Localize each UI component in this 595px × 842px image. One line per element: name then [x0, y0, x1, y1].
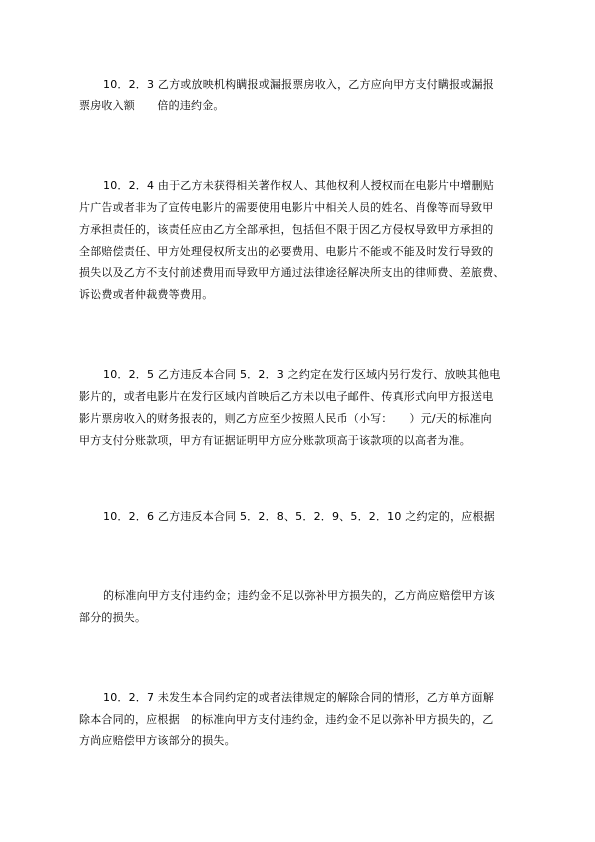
clause-10-2-4-line-3: 方承担责任的，该责任应由乙方全部承担，包括但不限于因乙方侵权导致甲方承担的	[79, 223, 494, 236]
clause-10-2-4-line-2: 片广告或者非为了宣传电影片的需要使用电影片中相关人员的姓名、肖像等而导致甲	[79, 201, 494, 214]
clause-10-2-4-line-6: 诉讼费或者仲裁费等费用。	[79, 288, 214, 301]
clause-10-2-5-line-2: 影片的，或者电影片在发行区域内首映后乙方未以电子邮件、传真形式向甲方报送电	[79, 390, 494, 403]
clause-10-2-6-cont-line-2: 部分的损失。	[79, 611, 147, 624]
clause-10-2-7-line-1: 10．2．7 未发生本合同约定的或者法律规定的解除合同的情形，乙方单方面解	[103, 691, 494, 704]
clause-10-2-6-cont-line-1: 的标准向甲方支付违约金；违约金不足以弥补甲方损失的，乙方尚应赔偿甲方该	[103, 589, 495, 602]
clause-10-2-3-line-2: 票房收入额 倍的违约金。	[79, 99, 225, 112]
clause-10-2-7-line-3: 方尚应赔偿甲方该部分的损失。	[79, 734, 236, 747]
clause-10-2-5-line-3: 影片票房收入的财务报表的，则乙方应至少按照人民币（小写： ）元/天的标准向	[79, 412, 492, 425]
clause-10-2-6-line-1: 10．2．6 乙方违反本合同 5．2．8、5．2．9、5．2．10 之约定的，应根据	[103, 510, 495, 523]
clause-10-2-3-line-1: 10．2．3 乙方或放映机构瞒报或漏报票房收入，乙方应向甲方支付瞒报或漏报	[103, 78, 494, 91]
clause-10-2-4-line-1: 10．2．4 由于乙方未获得相关著作权人、其他权利人授权而在电影片中增删贴	[103, 179, 494, 192]
clause-10-2-5-line-1: 10．2．5 乙方违反本合同 5．2．3 之约定在发行区域内另行发行、放映其他电	[103, 368, 501, 381]
clause-10-2-4-line-4: 全部赔偿责任、甲方处理侵权所支出的必要费用、电影片不能或不能及时发行导致的	[79, 245, 494, 258]
clause-10-2-4-line-5: 损失以及乙方不支付前述费用而导致甲方通过法律途径解决所支出的律师费、差旅费、	[79, 266, 505, 279]
clause-10-2-7-line-2: 除本合同的，应根据 的标准向甲方支付违约金，违约金不足以弥补甲方损失的，乙	[79, 713, 494, 726]
clause-10-2-5-line-4: 甲方支付分账款项，甲方有证据证明甲方应分账款项高于该款项的以高者为准。	[79, 434, 471, 447]
